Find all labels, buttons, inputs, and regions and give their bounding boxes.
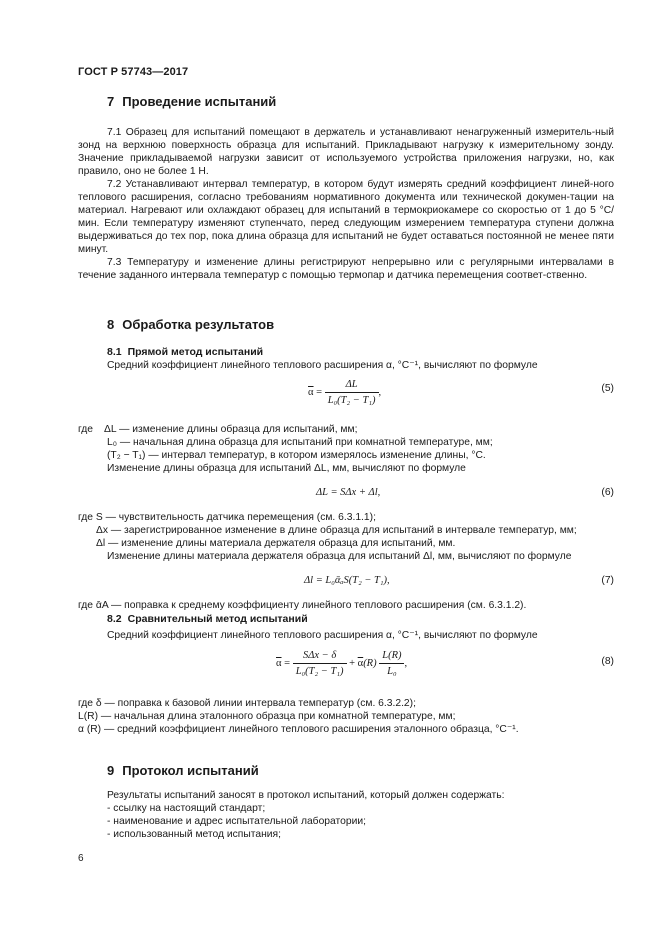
definition-alpha-a: где ᾱA — поправка к среднему коэффициенту линейного теплового расширения (см. 6.3.1.2). xyxy=(78,600,527,611)
section-7-heading xyxy=(107,95,276,108)
definition-l-r: L(R) — начальная длина эталонного образца при комнатной температуре, мм; xyxy=(78,711,456,722)
formula-8 xyxy=(276,649,407,678)
formula-5 xyxy=(308,378,381,407)
subsection-title: Прямой метод испытаний xyxy=(127,346,264,358)
section-number: 9 xyxy=(107,763,115,778)
definition-delta-x: Δx — зарегистрированное изменение в длине образца для испытаний в интервале температур, мм; xyxy=(96,525,577,536)
subsection-number: 8.2 xyxy=(107,613,122,625)
section-number: 8 xyxy=(107,317,115,332)
page-number: 6 xyxy=(78,853,84,864)
subsection-title: Сравнительный метод испытаний xyxy=(127,613,308,625)
equation-number-6: (6) xyxy=(601,487,614,498)
where-label: где xyxy=(78,424,94,435)
section-7-body xyxy=(78,126,614,282)
list-item: - ссылку на настоящий стандарт; xyxy=(107,803,266,814)
plus-sign: + xyxy=(349,657,356,669)
equals-sign: = xyxy=(316,386,323,398)
definition-delta-l-holder: Δl — изменение длины материала держателя образца для испытаний, мм. xyxy=(96,538,456,549)
equals-sign: = xyxy=(284,657,291,669)
document-header: ГОСТ Р 57743—2017 xyxy=(78,66,189,78)
definition-s: где S — чувствительность датчика перемещения (см. 6.3.1.1); xyxy=(78,512,376,523)
formula-end: , xyxy=(378,386,382,398)
alpha-symbol: $\overline{\alpha}$ xyxy=(276,657,282,669)
paragraph-7-2: 7.2 Устанавливают интервал температур, в котором будут измерять средний коэффициент линей-ного теплового расширения, согласно требованиям нормативного документа или технической докумен-тации на материал. Нагревают или охлаждают образец для испытаний в термокриокамере со скоростью от 1 до 5 °С/мин. Если температуру изменяют ступенчато, перед следующим измерением температура ступени должна выдерживаться до тех пор, пока длина образца для испытаний не будет оставаться постоянной не менее пяти минут. xyxy=(78,179,614,255)
formula-6: ΔL = SΔx + Δl, xyxy=(316,487,381,498)
alpha-symbol: $\overline{\alpha}$ xyxy=(308,386,314,398)
paragraph-8-1-intro: Средний коэффициент линейного теплового расширения α, °С⁻¹, вычисляют по формуле xyxy=(107,360,538,371)
subsection-8-1-heading xyxy=(107,346,263,359)
definition-delta: где δ — поправка к базовой линии интервала температур (см. 6.3.2.2); xyxy=(78,698,416,709)
paragraph-8-2-intro: Средний коэффициент линейного теплового расширения α, °С⁻¹, вычисляют по формуле xyxy=(107,630,538,641)
definition-l0: L₀ — начальная длина образца для испытаний при комнатной температуре, мм; xyxy=(107,437,493,448)
definition-delta-l: ΔL — изменение длины образца для испытаний, мм; xyxy=(104,424,358,435)
reference-argument: (R) xyxy=(363,657,377,669)
paragraph-delta-l-intro: Изменение длины образца для испытаний ΔL, мм, вычисляют по формуле xyxy=(107,463,466,474)
alpha-reference-symbol: $\overline{\alpha}$ xyxy=(357,657,364,669)
numerator-1: SΔx − δ xyxy=(293,649,347,664)
paragraph-holder-intro: Изменение длины материала держателя образца для испытаний Δl, мм, вычисляют по формуле xyxy=(107,551,572,562)
paragraph-9-intro: Результаты испытаний заносят в протокол испытаний, который должен содержать: xyxy=(107,790,505,801)
fraction-2 xyxy=(379,649,404,678)
numerator: ΔL xyxy=(325,378,379,393)
formula-end: , xyxy=(404,657,408,669)
fraction xyxy=(325,378,379,407)
section-8-heading xyxy=(107,318,274,331)
subsection-8-2-heading xyxy=(107,613,308,626)
denominator-2: L₀ xyxy=(387,666,397,677)
section-title: Обработка результатов xyxy=(122,317,275,332)
paragraph-7-3: 7.3 Температуру и изменение длины регистрируют непрерывно или с регулярными интервалами в течение заданного интервала температур с помощью термопар и датчика перемещения соответ-ственно. xyxy=(78,257,614,281)
fraction-1 xyxy=(293,649,347,678)
list-item: - наименование и адрес испытательной лаборатории; xyxy=(107,816,366,827)
section-9-heading xyxy=(107,764,259,777)
equation-number-7: (7) xyxy=(601,575,614,586)
section-number: 7 xyxy=(107,94,115,109)
denominator-1: L₀(T₂ − T₁) xyxy=(295,666,344,677)
definition-alpha-r: α (R) — средний коэффициент линейного теплового расширения эталонного образца, °С⁻¹. xyxy=(78,724,519,735)
section-title: Протокол испытаний xyxy=(122,763,259,778)
paragraph-7-1: 7.1 Образец для испытаний помещают в держатель и устанавливают ненагруженный измеритель-ный зонд на верхнюю поверхность образца для испытаний. Прикладывают нагрузку к измерительному зонду. Значение прикладываемой нагрузки зависит от используемого устройства приложения нагрузки, но, как правило, оно не более 1 Н. xyxy=(78,127,614,177)
formula-7: Δl = L₀ᾱₐS(T₂ − T₁), xyxy=(304,575,390,586)
denominator: L₀(T₂ − T₁) xyxy=(327,395,376,406)
equation-number-8: (8) xyxy=(601,656,614,667)
equation-number-5: (5) xyxy=(601,383,614,394)
subsection-number: 8.1 xyxy=(107,346,122,358)
definition-temperature-interval: (T₂ − T₁) — интервал температур, в котором измерялось изменение длины, °С. xyxy=(107,450,486,461)
numerator-2: L(R) xyxy=(379,649,404,664)
list-item: - использованный метод испытания; xyxy=(107,829,281,840)
section-title: Проведение испытаний xyxy=(122,94,277,109)
